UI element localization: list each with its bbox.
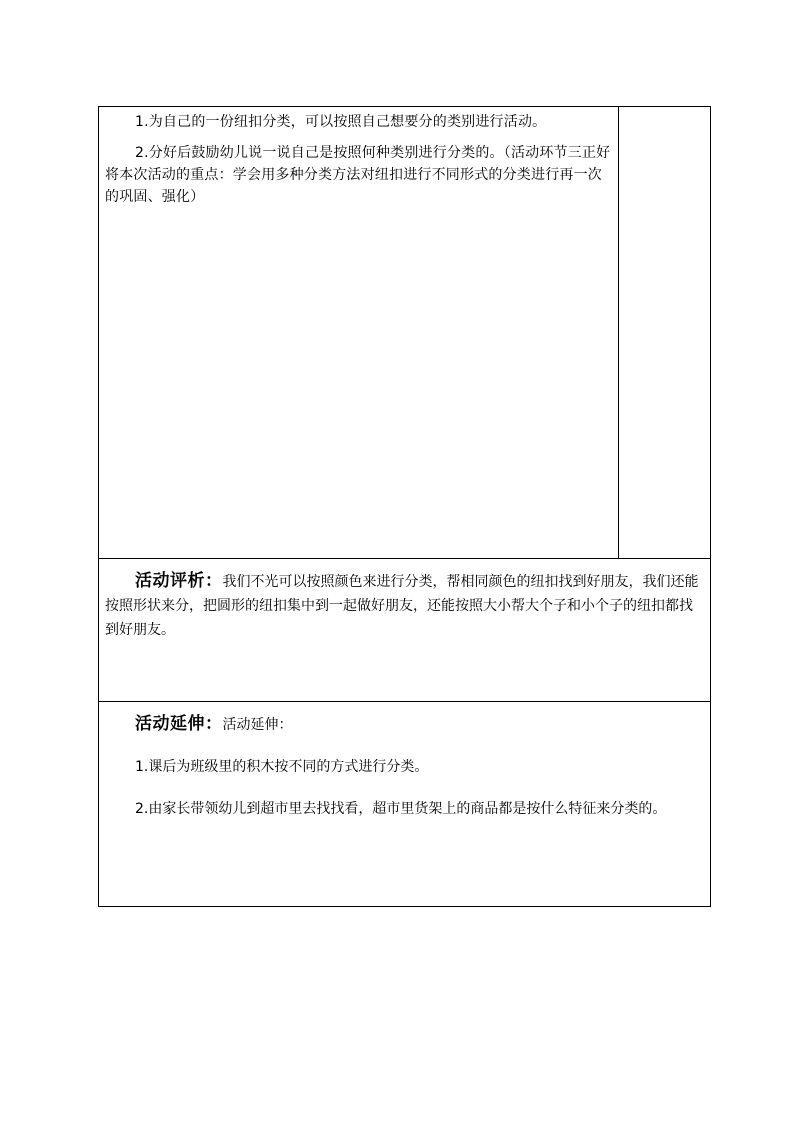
notes-cell (619, 107, 711, 559)
extension-item-2: 2.由家长带领幼儿到超市里去找找看，超市里货架上的商品都是按什么特征来分类的。 (135, 801, 667, 817)
evaluation-cell (99, 559, 711, 702)
extension-heading (105, 712, 704, 737)
extension-row (99, 702, 711, 907)
evaluation-text: 我们不光可以按照颜色来进行分类，帮相同颜色的纽扣找到好朋友，我们还能按照形状来分，把圆形的纽扣集中到一起做好朋友，还能按照大小帮大个子和小个子的纽扣都找到好朋友。 (105, 574, 699, 638)
extension-cell (99, 702, 711, 907)
extension-intro: 活动延伸： (222, 717, 293, 733)
extension-label: 活动延伸： (135, 714, 223, 734)
lesson-plan-table (98, 106, 711, 907)
activity-steps-cell (99, 107, 619, 559)
extension-item-1: 1.课后为班级里的积木按不同的方式进行分类。 (135, 759, 429, 775)
activity-steps-row (99, 107, 711, 559)
step-1-text: 1.为自己的一份纽扣分类，可以按照自己想要分的类别进行活动。 (135, 114, 547, 130)
evaluation-paragraph (105, 569, 704, 642)
evaluation-row (99, 559, 711, 702)
step-2-text: 2.分好后鼓励幼儿说一说自己是按照何种类别进行分类的。（活动环节三正好将本次活动的重点：学会用多种分类方法对纽扣进行不同形式的分类进行再一次的巩固、强化） (105, 145, 611, 205)
evaluation-label: 活动评析： (135, 571, 223, 591)
